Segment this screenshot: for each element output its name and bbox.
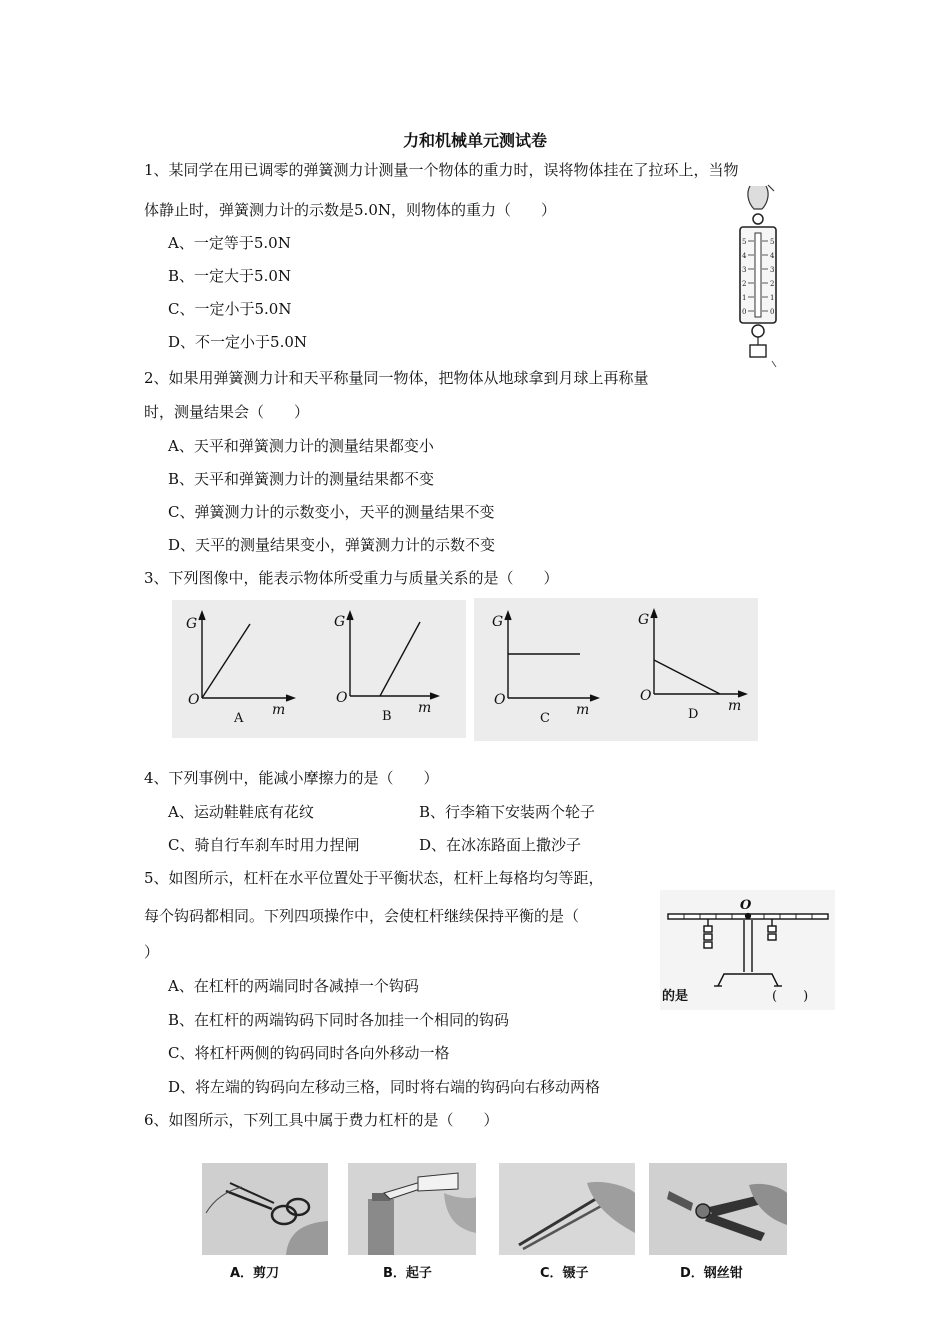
q1-stem-line2: 体静止时，弹簧测力计的示数是5.0N，则物体的重力（ ）: [144, 201, 556, 219]
q6-stem: 6、如图所示，下列工具中属于费力杠杆的是（ ）: [144, 1111, 499, 1129]
tool-d-pliers: [649, 1163, 787, 1255]
svg-text:1: 1: [742, 294, 747, 302]
q2-stem-line1: 2、如果用弹簧测力计和天平称量同一物体，把物体从地球拿到月球上再称量: [144, 369, 649, 387]
q1-option-b: B、一定大于5.0N: [168, 267, 292, 285]
q5-option-a: A、在杠杆的两端同时各减掉一个钩码: [168, 977, 419, 995]
graph-panel-right: [474, 598, 758, 741]
svg-text:m: m: [272, 702, 286, 718]
q6-caption-c: C．镊子: [540, 1266, 589, 1281]
q6-tools-figure: [202, 1163, 787, 1258]
svg-text:G: G: [492, 614, 504, 630]
q1-option-c: C、一定小于5.0N: [168, 300, 292, 318]
q5-option-c: C、将杠杆两侧的钩码同时各向外移动一格: [168, 1044, 450, 1062]
spring-scale-figure: [728, 183, 788, 368]
q6-caption-a: A．剪刀: [230, 1266, 280, 1281]
svg-text:1: 1: [770, 294, 775, 302]
q2-option-a: A、天平和弹簧测力计的测量结果都变小: [168, 437, 434, 455]
svg-text:G: G: [638, 612, 650, 628]
q2-option-d: D、天平的测量结果变小，弹簧测力计的示数不变: [168, 536, 496, 554]
svg-text:5: 5: [742, 238, 747, 246]
svg-text:G: G: [186, 616, 198, 632]
svg-text:G: G: [334, 614, 346, 630]
svg-text:2: 2: [742, 280, 747, 288]
q5-option-d: D、将左端的钩码向左移动三格，同时将右端的钩码向右移动两格: [168, 1078, 601, 1096]
svg-text:m: m: [418, 700, 432, 716]
svg-text:3: 3: [742, 266, 747, 274]
q1-option-d: D、不一定小于5.0N: [168, 333, 308, 351]
hand-icon: [748, 186, 768, 209]
svg-text:B: B: [382, 709, 392, 724]
q4-option-a: A、运动鞋鞋底有花纹: [168, 803, 314, 821]
q1-stem-line1: 1、某同学在用已调零的弹簧测力计测量一个物体的重力时，误将物体挂在了拉环上，当物: [144, 161, 739, 179]
svg-text:的是: 的是: [662, 989, 689, 1004]
page-title: 力和机械单元测试卷: [402, 131, 547, 150]
svg-text:O: O: [640, 688, 652, 704]
svg-text:A: A: [234, 711, 244, 726]
q1-option-a: A、一定等于5.0N: [168, 234, 291, 252]
q6-caption-b: B．起子: [383, 1266, 432, 1281]
svg-text:( ): ( ): [772, 989, 809, 1004]
q2-option-b: B、天平和弹簧测力计的测量结果都不变: [168, 470, 435, 488]
q5-stem-line2: 每个钩码都相同。下列四项操作中，会使杠杆继续保持平衡的是（: [144, 907, 580, 925]
weight-block: [750, 345, 766, 357]
svg-text:0: 0: [742, 308, 747, 316]
svg-text:O: O: [188, 692, 200, 708]
q5-option-b: B、在杠杆的两端钩码下同时各加挂一个相同的钩码: [168, 1011, 510, 1029]
tool-a-scissors: [202, 1163, 328, 1255]
svg-text:4: 4: [742, 252, 747, 260]
q4-option-d: D、在冰冻路面上撒沙子: [419, 836, 582, 854]
svg-text:3: 3: [770, 266, 775, 274]
q5-stem-line1: 5、如图所示，杠杆在水平位置处于平衡状态，杠杆上每格均匀等距，: [144, 869, 604, 887]
svg-text:D: D: [688, 707, 699, 722]
svg-text:4: 4: [770, 252, 775, 260]
svg-text:m: m: [576, 702, 590, 718]
q6-caption-d: D．钢丝钳: [680, 1266, 743, 1281]
q4-option-c: C、骑自行车刹车时用力捏闸: [168, 836, 360, 854]
q4-option-b: B、行李箱下安装两个轮子: [419, 803, 596, 821]
tool-c-tweezers: [499, 1163, 635, 1255]
svg-text:m: m: [728, 698, 742, 714]
q2-stem-line2: 时，测量结果会（ ）: [144, 403, 310, 421]
svg-text:O: O: [336, 690, 348, 706]
tool-b-opener: [348, 1163, 476, 1255]
svg-text:O: O: [494, 692, 506, 708]
svg-text:2: 2: [770, 280, 775, 288]
q5-stem-line3: ）: [144, 943, 160, 961]
q4-stem: 4、下列事例中，能减小摩擦力的是（ ）: [144, 769, 439, 787]
q2-option-c: C、弹簧测力计的示数变小，天平的测量结果不变: [168, 503, 495, 521]
svg-text:5: 5: [770, 238, 775, 246]
q3-stem: 3、下列图像中，能表示物体所受重力与质量关系的是（ ）: [144, 569, 559, 587]
q3-graphs-figure: [172, 598, 758, 743]
svg-text:0: 0: [770, 308, 775, 316]
lever-figure: [660, 890, 835, 1010]
svg-text:O: O: [740, 898, 752, 913]
graph-panel-left: [172, 600, 466, 738]
svg-text:C: C: [540, 711, 550, 726]
